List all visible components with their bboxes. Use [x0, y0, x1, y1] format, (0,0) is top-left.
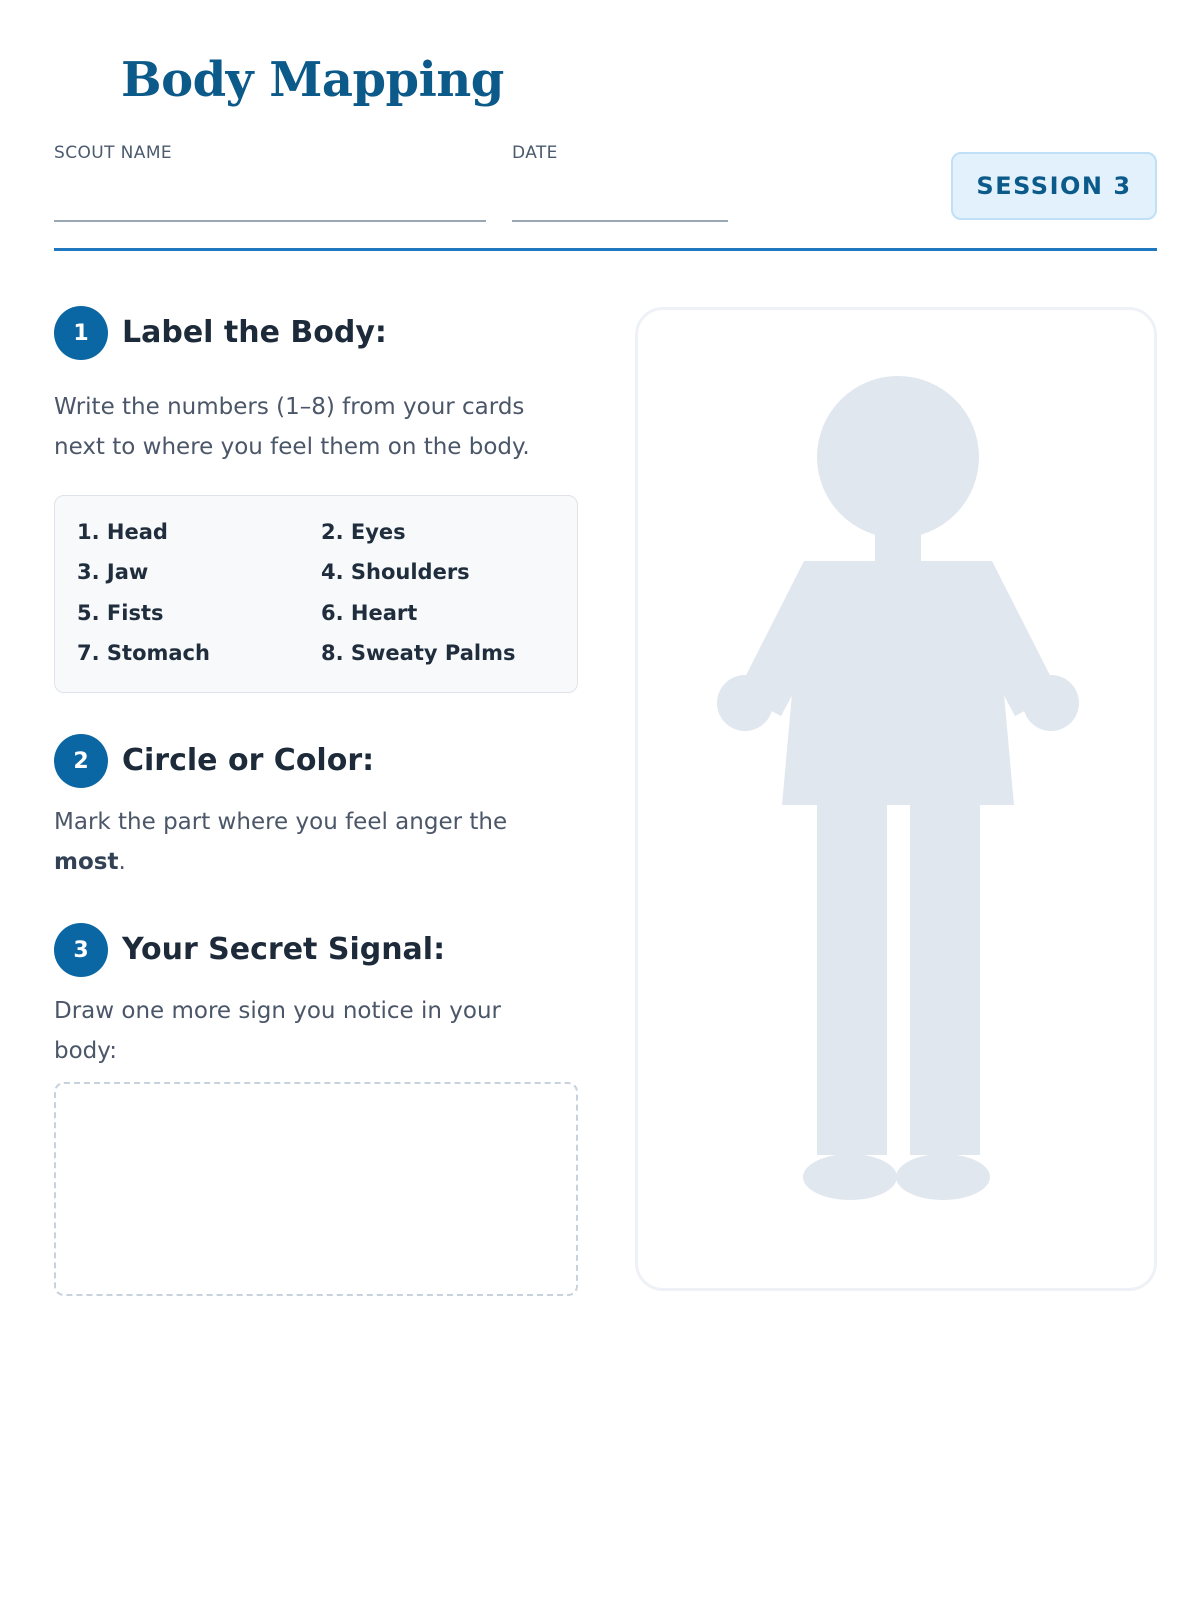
silhouette-left-foot	[803, 1154, 897, 1200]
step-2-badge: 2	[54, 734, 108, 788]
step-1-instruction: Write the numbers (1–8) from your cards next to where you feel them on the body.	[54, 394, 530, 460]
legend-item-fists: 5. Fists	[77, 601, 164, 625]
date-field[interactable]	[512, 220, 728, 222]
step-2-instruction-end: .	[118, 849, 126, 875]
legend-item-heart: 6. Heart	[321, 601, 418, 625]
legend-item-sweaty-palms: 8. Sweaty Palms	[321, 641, 516, 665]
step-2-emphasis: most	[54, 849, 119, 875]
page-title: Body Mapping	[121, 52, 504, 108]
legend-item-stomach: 7. Stomach	[77, 641, 210, 665]
step-1-heading: Label the Body:	[122, 315, 387, 350]
body-outline-card[interactable]	[635, 307, 1157, 1291]
legend-item-shoulders: 4. Shoulders	[321, 560, 470, 584]
scout-name-label: SCOUT NAME	[54, 143, 173, 163]
step-2-heading: Circle or Color:	[122, 743, 375, 778]
legend-item-eyes: 2. Eyes	[321, 520, 406, 544]
silhouette-left-hand	[717, 675, 773, 731]
silhouette-right-foot	[896, 1154, 990, 1200]
silhouette-right-leg	[910, 805, 980, 1155]
secret-signal-drawing-area[interactable]	[54, 1082, 578, 1296]
silhouette-right-hand	[1023, 675, 1079, 731]
scout-name-field[interactable]	[54, 220, 486, 222]
silhouette-head	[817, 376, 979, 538]
date-label: DATE	[512, 143, 558, 163]
body-silhouette	[638, 310, 1160, 1294]
body-parts-legend	[54, 495, 578, 693]
header-divider	[54, 248, 1157, 251]
step-3-heading: Your Secret Signal:	[122, 932, 446, 967]
step-3-instruction: Draw one more sign you notice in your body:	[54, 998, 501, 1064]
silhouette-left-leg	[817, 805, 887, 1155]
session-badge: SESSION 3	[951, 152, 1157, 220]
step-3-badge: 3	[54, 923, 108, 977]
legend-item-jaw: 3. Jaw	[77, 560, 149, 584]
legend-item-head: 1. Head	[77, 520, 168, 544]
step-2-instruction-text: Mark the part where you feel anger the	[54, 809, 508, 835]
step-1-badge: 1	[54, 306, 108, 360]
step-2-instruction	[54, 802, 554, 882]
